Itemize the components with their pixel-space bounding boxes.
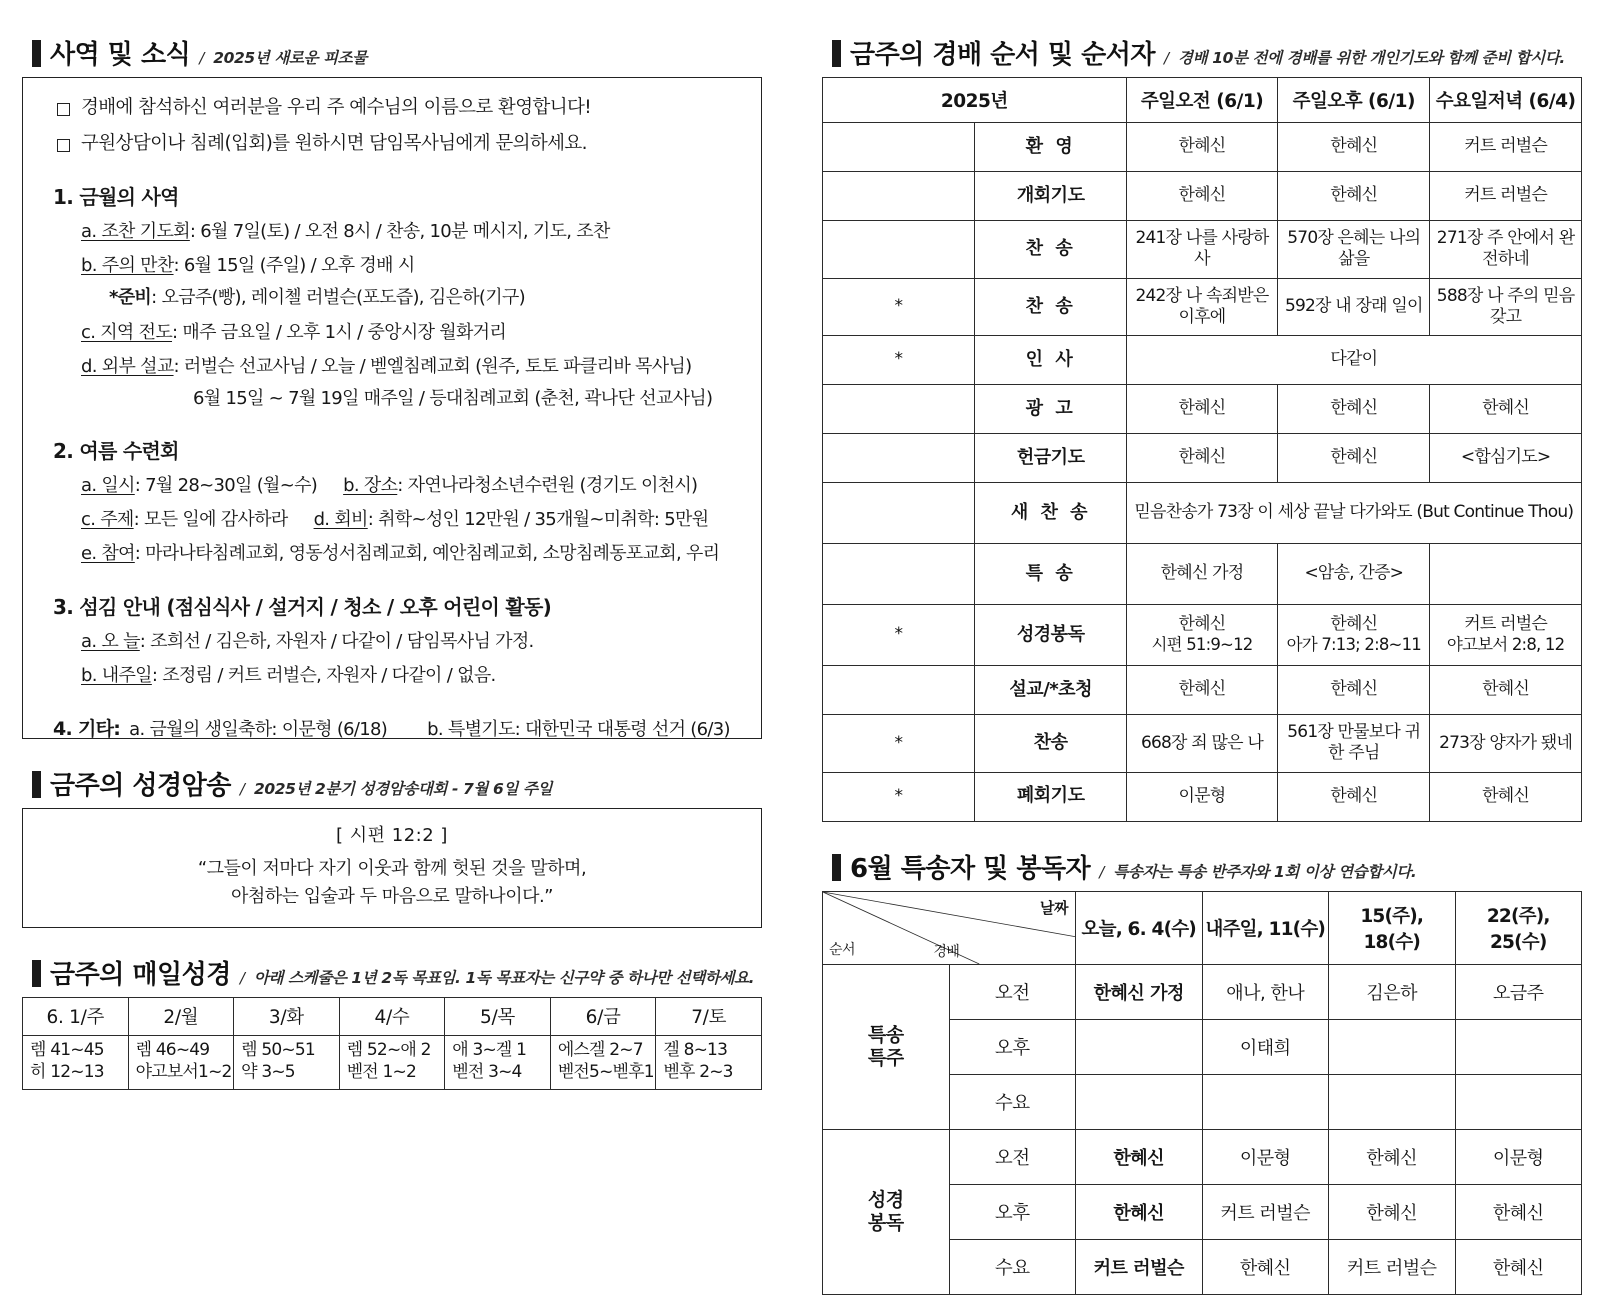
daily-reading-ot: 애 3~겔 1	[452, 1040, 527, 1060]
order-value-primary: 한혜신	[1330, 785, 1378, 806]
order-value-cell	[1430, 278, 1582, 336]
heading-separator: /	[239, 969, 245, 987]
order-value-primary: 한혜신	[1482, 785, 1530, 806]
group3-item-b-text: : 조정림 / 커트 러벌슨, 자원자 / 다같이 / 없음.	[151, 664, 496, 686]
heading-separator: /	[239, 780, 245, 798]
order-value-primary: 한혜신	[1178, 185, 1226, 206]
order-value-cell	[1278, 123, 1430, 172]
ministry-group-4	[53, 714, 741, 741]
order-value-primary: 242장 나 속죄받은 이후에	[1135, 285, 1269, 327]
corner-order-label: 순서	[829, 941, 856, 958]
group2-item-d	[314, 507, 709, 532]
order-value-cell	[1278, 772, 1430, 821]
order-row-label: 폐회기도	[974, 772, 1126, 821]
order-value-cell	[1126, 715, 1278, 773]
order-table-header-row	[823, 78, 1582, 123]
group4-item-a: a. 금월의 생일축하: 이문형 (6/18)	[129, 719, 388, 740]
order-asterisk-marker	[823, 544, 975, 605]
order-row-label: 찬송	[974, 715, 1126, 773]
order-value-scripture: 시편 51:9~12	[1151, 635, 1253, 655]
daily-title: 금주의 매일성경	[50, 960, 231, 990]
order-asterisk-marker	[823, 483, 975, 544]
group2-item-ab	[81, 473, 741, 498]
order-value-cell	[1278, 605, 1430, 666]
order-value-cell	[1126, 172, 1278, 221]
group2-item-a-label: a. 일시	[81, 475, 135, 497]
group2-item-c	[81, 507, 288, 532]
order-merged-cell: 다같이	[1126, 336, 1581, 385]
heading-bar-icon	[32, 771, 41, 798]
corner-worship-label: 경배	[933, 943, 960, 960]
order-value-cell	[1278, 666, 1430, 715]
order-row-label: 새 찬 송	[974, 483, 1126, 544]
order-value-primary: 한혜신	[1330, 185, 1378, 206]
order-value-cell	[1126, 605, 1278, 666]
heading-separator: /	[199, 49, 205, 67]
order-value-primary: 한혜신	[1330, 136, 1378, 157]
order-value-cell	[1126, 666, 1278, 715]
order-value-cell	[1126, 772, 1278, 821]
notices-subtitle: 2025년 새로운 피조물	[213, 49, 367, 67]
daily-reading-ot: 렘 50~51	[241, 1040, 315, 1060]
worship-order-table	[822, 77, 1582, 822]
order-asterisk-marker: *	[823, 336, 975, 385]
order-row-label: 특 송	[974, 544, 1126, 605]
special-value-cell: 한혜신	[1076, 1184, 1203, 1239]
order-asterisk-marker: *	[823, 715, 975, 773]
special-group-label	[823, 1129, 950, 1294]
order-value-cell	[1430, 772, 1582, 821]
group1-item-b-text: : 6월 15일 (주일) / 오후 경배 시	[173, 255, 415, 277]
group2-item-e	[81, 541, 741, 566]
special-value-cell: 이문형	[1455, 1129, 1582, 1184]
heading-separator: /	[1163, 49, 1170, 67]
group2-item-e-text: : 마라나타침례교회, 영동성서침례교회, 예안침례교회, 소망침례동포교회, 우리	[134, 543, 720, 565]
group1-item-a-text: : 6월 7일(토) / 오전 8시 / 찬송, 10분 메시지, 기도, 조찬	[189, 220, 610, 242]
special-group-label-line: 성경	[867, 1188, 904, 1211]
special-value-cell: 커트 러벌슨	[1076, 1239, 1203, 1294]
order-asterisk-marker	[823, 385, 975, 434]
order-value-primary: 한혜신	[1330, 447, 1378, 468]
special-value-cell	[1329, 1019, 1456, 1074]
daily-column-header: 6. 1/주	[23, 998, 129, 1036]
group1-title: 1. 금월의 사역	[53, 184, 179, 209]
order-table-row	[823, 123, 1582, 172]
order-value-primary: 커트 러벌슨	[1464, 614, 1547, 635]
order-asterisk-marker	[823, 666, 975, 715]
verse-title: 금주의 성경암송	[50, 771, 231, 801]
order-value-primary: <암송, 간증>	[1304, 563, 1404, 584]
verse-line-2: 아첨하는 입술과 두 마음으로 말하나이다.”	[230, 885, 554, 907]
special-value-cell	[1202, 1074, 1329, 1129]
daily-column-header: 3/화	[234, 998, 340, 1036]
heading-bar-icon	[832, 40, 841, 67]
group3-title: 3. 섬김 안내 (점심식사 / 설거지 / 청소 / 오후 어린이 활동)	[53, 594, 552, 619]
order-value-cell	[1278, 385, 1430, 434]
order-asterisk-marker	[823, 434, 975, 483]
order-row-label: 환 영	[974, 123, 1126, 172]
order-table-row	[823, 172, 1582, 221]
order-asterisk-marker: *	[823, 605, 975, 666]
daily-reading-ot: 렘 41~45	[30, 1040, 104, 1060]
special-value-cell: 한혜신	[1455, 1239, 1582, 1294]
left-column	[22, 34, 762, 1129]
ministry-group-2	[43, 435, 741, 567]
order-value-cell	[1430, 434, 1582, 483]
order-value-primary: 588장 나 주의 믿음 갖고	[1436, 285, 1575, 327]
group1-item-d-line2: 6월 15일 ~ 7월 19일 매주일 / 등대침례교회 (춘천, 곽나단 선교사님)	[193, 387, 713, 409]
order-value-cell	[1126, 544, 1278, 605]
order-value-primary: 한혜신	[1330, 398, 1378, 419]
order-value-cell	[1430, 544, 1582, 605]
special-table-row	[823, 1129, 1582, 1184]
notice-check-text: 구원상담이나 침례(입회)를 원하시면 담임목사님에게 문의하세요.	[81, 132, 587, 154]
special-value-cell: 한혜신	[1076, 1129, 1203, 1184]
group1-item-d-label: d. 외부 설교	[81, 355, 174, 377]
group3-item-b	[81, 663, 741, 688]
order-table-row	[823, 336, 1582, 385]
order-table-row	[823, 385, 1582, 434]
order-value-cell	[1430, 385, 1582, 434]
notices-box	[22, 77, 762, 739]
verse-line-1: “그들이 저마다 자기 이웃과 함께 헛된 것을 말하며,	[197, 858, 587, 879]
order-value-cell	[1278, 434, 1430, 483]
special-value-cell: 한혜신 가정	[1076, 964, 1203, 1019]
group1-item-b-label: b. 주의 만찬	[81, 255, 174, 277]
daily-column-header: 6/금	[550, 998, 656, 1036]
special-value-cell: 한혜신	[1329, 1129, 1456, 1184]
special-time-label: 오전	[949, 964, 1076, 1019]
order-value-cell	[1126, 123, 1278, 172]
daily-reading-cell	[234, 1036, 340, 1090]
special-column-header: 오늘, 6. 4(수)	[1076, 891, 1203, 964]
special-time-label: 오전	[949, 1129, 1076, 1184]
order-value-primary: 570장 은혜는 나의 삶을	[1287, 228, 1421, 270]
order-value-primary: 한혜신	[1330, 614, 1378, 635]
group2-item-cd	[81, 507, 741, 532]
order-value-primary: 561장 만물보다 귀한 주님	[1287, 722, 1421, 764]
special-column-header: 내주일, 11(수)	[1202, 891, 1329, 964]
daily-column-header: 7/토	[656, 998, 762, 1036]
group2-item-b	[343, 473, 697, 498]
order-value-primary: 한혜신	[1482, 398, 1530, 419]
group1-item-b	[81, 253, 741, 278]
group2-item-a	[81, 473, 317, 498]
order-value-primary: 한혜신	[1178, 398, 1226, 419]
order-row-label: 성경봉독	[974, 605, 1126, 666]
notice-check-item	[57, 132, 741, 157]
daily-reading-nt: 벧전 3~4	[452, 1061, 522, 1082]
order-title: 금주의 경배 순서 및 순서자	[850, 40, 1155, 70]
order-table-row	[823, 483, 1582, 544]
special-group-label-line: 특주	[867, 1046, 904, 1069]
order-value-cell	[1278, 715, 1430, 773]
daily-reading-nt: 벧전 1~2	[346, 1061, 417, 1082]
daily-reading-cell	[128, 1036, 234, 1090]
order-value-primary: 커트 러벌슨	[1464, 136, 1547, 157]
order-value-primary: 241장 나를 사랑하사	[1135, 228, 1269, 270]
daily-column-header: 5/목	[445, 998, 551, 1036]
special-group-label	[823, 964, 950, 1129]
daily-reading-ot: 렘 52~애 2	[346, 1040, 431, 1060]
order-asterisk-marker	[823, 123, 975, 172]
group1-item-d	[81, 354, 741, 379]
daily-column-header: 4/수	[339, 998, 445, 1036]
special-value-cell: 한혜신	[1202, 1239, 1329, 1294]
daily-reading-ot: 겔 8~13	[663, 1040, 728, 1060]
order-column-header: 2025년	[823, 78, 1127, 123]
order-value-primary: 한혜신	[1178, 679, 1226, 700]
group2-item-e-label: e. 참여	[81, 543, 135, 565]
order-asterisk-marker	[823, 172, 975, 221]
order-merged-cell: 믿음찬송가 73장 이 세상 끝날 다가와도 (But Continue Thou)	[1126, 483, 1581, 544]
order-table-row	[823, 772, 1582, 821]
verse-reference: [ 시편 12:2 ]	[336, 825, 448, 846]
order-table-row	[823, 605, 1582, 666]
special-value-cell: 김은하	[1329, 964, 1456, 1019]
order-table-row	[823, 666, 1582, 715]
special-time-label: 오후	[949, 1184, 1076, 1239]
order-value-primary: 한혜신	[1178, 136, 1226, 157]
special-value-cell: 커트 러벌슨	[1202, 1184, 1329, 1239]
daily-reading-cell	[339, 1036, 445, 1090]
special-value-cell: 한혜신	[1455, 1184, 1582, 1239]
special-value-cell: 커트 러벌슨	[1329, 1239, 1456, 1294]
special-value-cell: 이태희	[1202, 1019, 1329, 1074]
daily-reading-cell	[23, 1036, 129, 1090]
order-column-header: 주일오전 (6/1)	[1126, 78, 1278, 123]
order-value-scripture: 야고보서 2:8, 12	[1446, 635, 1565, 655]
group2-item-d-text: : 취학~성인 12만원 / 35개월~미취학: 5만원	[367, 509, 709, 531]
corner-date-label: 날짜	[1040, 898, 1068, 917]
order-subtitle: 경배 10분 전에 경배를 위한 개인기도와 함께 준비 합시다.	[1178, 49, 1565, 67]
special-time-label: 수요	[949, 1239, 1076, 1294]
group2-item-a-text: : 7월 28~30일 (월~수)	[134, 475, 318, 497]
order-table-row	[823, 278, 1582, 336]
heading-separator: /	[1099, 862, 1105, 881]
order-value-primary: 커트 러벌슨	[1464, 185, 1547, 206]
daily-reading-nt: 야고보서1~2	[135, 1061, 232, 1082]
special-value-cell: 이문형	[1202, 1129, 1329, 1184]
order-value-cell	[1430, 605, 1582, 666]
order-asterisk-marker: *	[823, 278, 975, 336]
group3-item-a-label: a. 오 늘	[81, 630, 140, 652]
order-value-scripture: 아가 7:13; 2:8~11	[1286, 635, 1421, 655]
special-corner-header	[823, 891, 1076, 964]
order-value-cell	[1126, 278, 1278, 336]
order-value-primary: 한혜신	[1178, 614, 1226, 635]
group1-item-d-text: : 러벌슨 선교사님 / 오늘 / 벧엘침례교회 (원주, 토토 파클리바 목사님)	[173, 355, 692, 377]
daily-heading	[32, 954, 762, 991]
daily-subtitle: 아래 스케줄은 1년 2독 목표임. 1독 목표자는 신구약 중 하나만 선택하세요.	[253, 969, 755, 987]
order-value-primary: <합심기도>	[1460, 447, 1551, 468]
special-value-cell: 애나, 한나	[1202, 964, 1329, 1019]
heading-bar-icon	[832, 854, 841, 881]
checkbox-icon	[57, 103, 70, 116]
order-row-label: 찬 송	[974, 278, 1126, 336]
order-value-cell	[1430, 221, 1582, 279]
order-asterisk-marker	[823, 221, 975, 279]
order-row-label: 인 사	[974, 336, 1126, 385]
group3-item-b-label: b. 내주일	[81, 664, 152, 686]
special-group-label-line: 봉독	[867, 1211, 904, 1234]
order-row-label: 찬 송	[974, 221, 1126, 279]
order-value-primary: 273장 양자가 됐네	[1439, 732, 1573, 753]
group1-item-a	[81, 219, 741, 244]
order-value-primary: 한혜신 가정	[1160, 563, 1244, 584]
heading-bar-icon	[32, 40, 41, 67]
order-value-cell	[1430, 172, 1582, 221]
checkbox-icon	[57, 139, 70, 152]
group2-item-b-text: : 자연나라청소년수련원 (경기도 이천시)	[397, 475, 698, 497]
heading-bar-icon	[32, 960, 41, 987]
daily-column-header: 2/월	[128, 998, 234, 1036]
order-row-label: 설교/*초청	[974, 666, 1126, 715]
group1-prep-text: : 오금주(빵), 레이첼 러벌슨(포도즙), 김은하(기구)	[151, 287, 525, 309]
group1-prep-label: *준비	[109, 287, 152, 309]
order-row-label: 헌금기도	[974, 434, 1126, 483]
order-value-cell	[1430, 715, 1582, 773]
order-value-cell	[1430, 666, 1582, 715]
special-value-cell	[1455, 1019, 1582, 1074]
notice-check-text: 경배에 참석하신 여러분을 우리 주 예수님의 이름으로 환영합니다!	[81, 97, 592, 118]
daily-reading-ot: 렘 46~49	[135, 1040, 210, 1060]
order-value-cell	[1126, 385, 1278, 434]
special-heading	[832, 848, 1582, 885]
order-table-row	[823, 544, 1582, 605]
group4-label: 4. 기타:	[53, 718, 121, 740]
group2-item-b-label: b. 장소	[343, 475, 398, 497]
daily-table-header-row	[23, 998, 762, 1036]
special-group-label-line: 특송	[867, 1023, 904, 1046]
daily-reading-nt: 약 3~5	[241, 1061, 295, 1082]
order-value-primary: 한혜신	[1330, 679, 1378, 700]
group2-item-c-text: : 모든 일에 감사하라	[133, 509, 288, 531]
daily-reading-nt: 히 12~13	[30, 1061, 104, 1082]
order-heading	[832, 34, 1582, 71]
special-column-header: 22(주), 25(수)	[1455, 891, 1582, 964]
order-asterisk-marker: *	[823, 772, 975, 821]
order-value-cell	[1278, 172, 1430, 221]
order-value-primary: 592장 내 장래 일이	[1284, 296, 1423, 317]
order-column-header: 주일오후 (6/1)	[1278, 78, 1430, 123]
special-value-cell	[1076, 1074, 1203, 1129]
order-table-row	[823, 715, 1582, 773]
special-column-header: 15(주), 18(수)	[1329, 891, 1456, 964]
group1-item-b-prep	[109, 285, 741, 310]
group1-item-a-label: a. 조찬 기도회	[81, 220, 190, 242]
order-value-primary: 이문형	[1178, 785, 1226, 806]
special-table-row	[823, 964, 1582, 1019]
daily-reading-cell	[656, 1036, 762, 1090]
group1-item-c-label: c. 지역 전도	[81, 321, 173, 343]
order-value-cell	[1278, 278, 1430, 336]
daily-reading-cell	[550, 1036, 656, 1090]
daily-reading-cell	[445, 1036, 551, 1090]
special-value-cell: 한혜신	[1329, 1184, 1456, 1239]
special-subtitle: 특송자는 특송 반주자와 1회 이상 연습합시다.	[1113, 862, 1417, 881]
special-value-cell	[1455, 1074, 1582, 1129]
ministry-group-1	[43, 181, 741, 411]
group1-item-c-text: : 매주 금요일 / 오후 1시 / 중앙시장 월화거리	[172, 321, 507, 343]
verse-subtitle: 2025년 2분기 성경암송대회 - 7월 6일 주일	[253, 780, 553, 798]
memory-verse-box	[22, 808, 762, 928]
daily-reading-nt: 벧전5~벧후1	[557, 1061, 654, 1082]
order-table-row	[823, 434, 1582, 483]
order-value-cell	[1278, 221, 1430, 279]
group1-item-c	[81, 320, 741, 345]
order-column-header: 수요일저녁 (6/4)	[1430, 78, 1582, 123]
notice-check-item	[57, 96, 741, 121]
special-value-cell: 오금주	[1455, 964, 1582, 1019]
order-value-cell	[1430, 123, 1582, 172]
daily-reading-nt: 벧후 2~3	[663, 1061, 733, 1082]
order-table-row	[823, 221, 1582, 279]
order-value-cell	[1126, 221, 1278, 279]
order-row-label: 개회기도	[974, 172, 1126, 221]
special-time-label: 수요	[949, 1074, 1076, 1129]
right-column	[822, 34, 1582, 1279]
notices-title: 사역 및 소식	[50, 40, 191, 70]
order-value-cell	[1126, 434, 1278, 483]
special-table-header-row	[823, 891, 1582, 964]
order-value-primary: 한혜신	[1178, 447, 1226, 468]
notices-heading	[32, 34, 762, 71]
daily-table-body-row	[23, 1036, 762, 1090]
special-value-cell	[1329, 1074, 1456, 1129]
order-value-primary: 한혜신	[1482, 679, 1530, 700]
group3-item-a-text: : 조희선 / 김은하, 자원자 / 다같이 / 담임목사님 가정.	[139, 630, 534, 652]
special-title: 6월 특송자 및 봉독자	[850, 853, 1091, 884]
special-time-label: 오후	[949, 1019, 1076, 1074]
group2-title: 2. 여름 수련회	[53, 439, 179, 464]
group2-item-c-label: c. 주제	[81, 509, 134, 531]
daily-reading-ot: 에스겔 2~7	[557, 1040, 643, 1060]
ministry-group-3	[43, 591, 741, 688]
special-table-body	[823, 964, 1582, 1294]
group2-item-d-label: d. 회비	[313, 509, 368, 531]
special-value-cell	[1076, 1019, 1203, 1074]
special-music-table	[822, 891, 1582, 1295]
daily-bible-table	[22, 997, 762, 1090]
order-row-label: 광 고	[974, 385, 1126, 434]
order-table-body	[823, 123, 1582, 822]
group4-item-b: b. 특별기도: 대한민국 대통령 선거 (6/3)	[427, 719, 730, 740]
verse-heading	[32, 765, 762, 802]
order-value-primary: 271장 주 안에서 완전하네	[1436, 228, 1575, 270]
order-value-cell	[1278, 544, 1430, 605]
group3-item-a	[81, 629, 741, 654]
order-value-primary: 668장 죄 많은 나	[1141, 732, 1263, 753]
